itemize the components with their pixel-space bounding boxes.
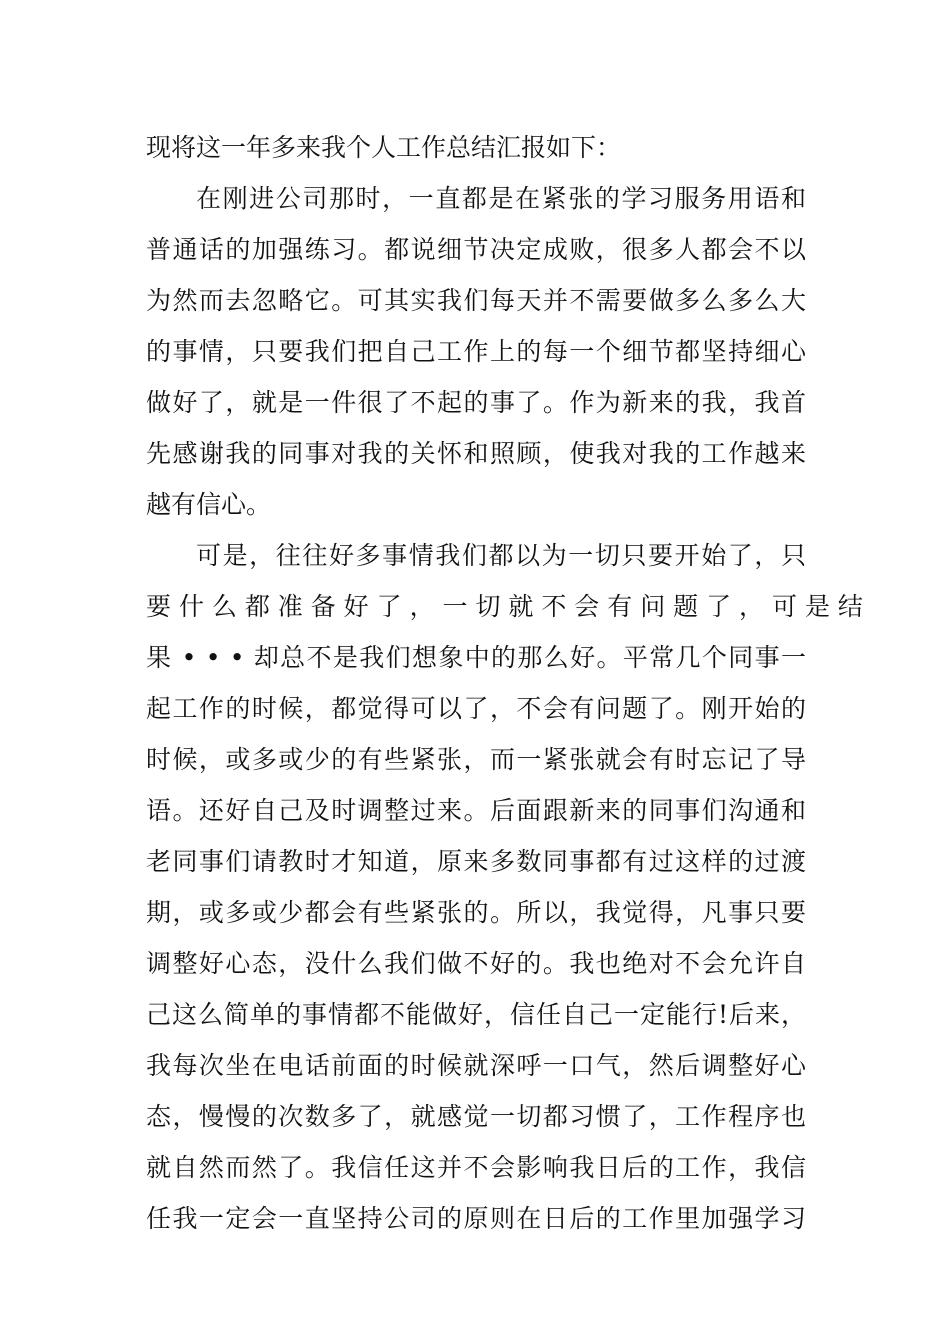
paragraph-2-line-5: 时候，或多或少的有些紧张，而一紧张就会有时忘记了导 [146, 745, 806, 774]
paragraph-1-line-5: 做好了，就是一件很了不起的事了。作为新来的我，我首 [146, 388, 806, 417]
paragraph-2-line-1: 可是，往往好多事情我们都以为一切只要开始了，只 [196, 541, 806, 570]
paragraph-1-line-7: 越有信心。 [146, 490, 272, 519]
paragraph-2-line-10: 己这么简单的事情都不能做好，信任自己一定能行!后来， [146, 1000, 806, 1029]
paragraph-2-line-12: 态，慢慢的次数多了，就感觉一切都习惯了，工作程序也 [146, 1102, 806, 1131]
paragraph-1-line-4: 的事情，只要我们把自己工作上的每一个细节都坚持细心 [146, 337, 806, 366]
paragraph-2-line-7: 老同事们请教时才知道，原来多数同事都有过这样的过渡 [146, 847, 806, 876]
paragraph-2-line-13: 就自然而然了。我信任这并不会影响我日后的工作，我信 [146, 1153, 806, 1182]
paragraph-2-line-3: 果 • • • 却总不是我们想象中的那么好。平常几个同事一 [146, 643, 806, 672]
paragraph-1-line-1: 在刚进公司那时，一直都是在紧张的学习服务用语和 [196, 184, 806, 213]
paragraph-1-line-3: 为然而去忽略它。可其实我们每天并不需要做多么多么大 [146, 286, 806, 315]
text-line-1: 现将这一年多来我个人工作总结汇报如下： [146, 133, 622, 162]
paragraph-2-line-8: 期，或多或少都会有些紧张的。所以，我觉得，凡事只要 [146, 898, 806, 927]
paragraph-2-line-14: 任我一定会一直坚持公司的原则在日后的工作里加强学习 [146, 1204, 806, 1233]
paragraph-2-line-9: 调整好心态，没什么我们做不好的。我也绝对不会允许自 [146, 949, 806, 978]
paragraph-2-line-11: 我每次坐在电话前面的时候就深呼一口气，然后调整好心 [146, 1051, 806, 1080]
paragraph-1-line-2: 普通话的加强练习。都说细节决定成败，很多人都会不以 [146, 235, 806, 264]
paragraph-2-line-2: 要 什 么 都 准 备 好 了 ， 一 切 就 不 会 有 问 题 了 ， 可 是 结 [146, 592, 863, 621]
paragraph-2-line-6: 语。还好自己及时调整过来。后面跟新来的同事们沟通和 [146, 796, 806, 825]
paragraph-1-line-6: 先感谢我的同事对我的关怀和照顾，使我对我的工作越来 [146, 439, 806, 468]
paragraph-2-line-4: 起工作的时候，都觉得可以了，不会有问题了。刚开始的 [146, 694, 806, 723]
